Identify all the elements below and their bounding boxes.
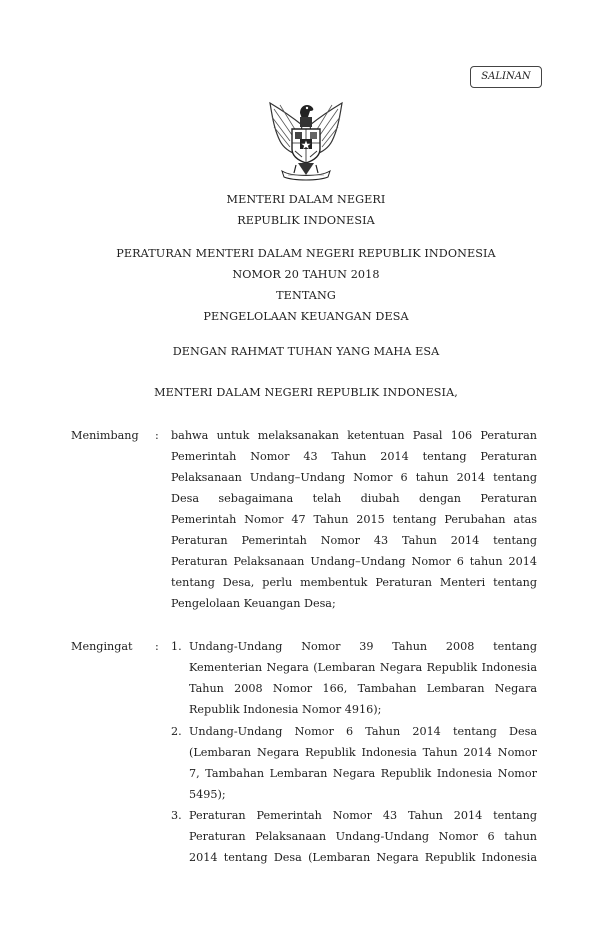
mengingat-item-1 xyxy=(189,636,537,720)
mengingat-label: Mengingat xyxy=(71,640,133,653)
regulation-subject: PENGELOLAAN KEUANGAN DESA xyxy=(203,310,409,323)
regulation-about: TENTANG xyxy=(276,289,336,302)
mengingat-item-2 xyxy=(189,721,537,805)
mengingat-line: Kementerian Negara (Lembaran Negara Republik Indonesia xyxy=(189,661,537,674)
menimbang-line: Peraturan Pelaksanaan Undang–Undang Nomor 6 tahun 2014 xyxy=(171,555,537,568)
menimbang-line: Pengelolaan Keuangan Desa; xyxy=(171,597,336,610)
mengingat-line: Tahun 2008 Nomor 166, Tambahan Lembaran Negara xyxy=(189,682,537,695)
mengingat-line: 5495); xyxy=(189,788,226,801)
menimbang-line: Pelaksanaan Undang–Undang Nomor 6 tahun 2014 tentang xyxy=(171,471,537,484)
mengingat-line: Undang-Undang Nomor 6 Tahun 2014 tentang Desa xyxy=(189,725,537,738)
garuda-emblem-icon xyxy=(262,95,350,187)
mengingat-item-3 xyxy=(189,805,537,868)
menimbang-text xyxy=(171,425,537,614)
menimbang-line: tentang Desa, perlu membentuk Peraturan Menteri tentang xyxy=(171,576,537,589)
menimbang-line: Pemerintah Nomor 43 Tahun 2014 tentang Peraturan xyxy=(171,450,537,463)
mengingat-line: 7, Tambahan Lembaran Negara Republik Indonesia Nomor xyxy=(189,767,537,780)
mengingat-line: Undang-Undang Nomor 39 Tahun 2008 tentang xyxy=(189,640,537,653)
invocation: DENGAN RAHMAT TUHAN YANG MAHA ESA xyxy=(172,345,440,358)
salinan-stamp: SALINAN xyxy=(470,66,542,88)
mengingat-item-1-number: 1. xyxy=(171,640,182,653)
menimbang-line: Peraturan Pemerintah Nomor 43 Tahun 2014 tentang xyxy=(171,534,537,547)
mengingat-line: 2014 tentang Desa (Lembaran Negara Republik Indonesia xyxy=(189,851,537,864)
institution-line-1: MENTERI DALAM NEGERI xyxy=(226,193,386,206)
regulation-title: PERATURAN MENTERI DALAM NEGERI REPUBLIK INDONESIA xyxy=(116,247,496,260)
mengingat-item-3-number: 3. xyxy=(171,809,182,822)
menimbang-line: Desa sebagaimana telah diubah dengan Peraturan xyxy=(171,492,537,505)
regulation-number: NOMOR 20 TAHUN 2018 xyxy=(232,268,380,281)
mengingat-line: Republik Indonesia Nomor 4916); xyxy=(189,703,382,716)
issuer: MENTERI DALAM NEGERI REPUBLIK INDONESIA, xyxy=(154,386,458,399)
menimbang-line: bahwa untuk melaksanakan ketentuan Pasal 106 Peraturan xyxy=(171,429,537,442)
mengingat-item-2-number: 2. xyxy=(171,725,182,738)
institution-line-2: REPUBLIK INDONESIA xyxy=(237,214,375,227)
menimbang-line: Pemerintah Nomor 47 Tahun 2015 tentang Perubahan atas xyxy=(171,513,537,526)
mengingat-line: (Lembaran Negara Republik Indonesia Tahun 2014 Nomor xyxy=(189,746,537,759)
mengingat-line: Peraturan Pelaksanaan Undang-Undang Nomor 6 tahun xyxy=(189,830,537,843)
menimbang-colon: : xyxy=(155,429,159,442)
mengingat-line: Peraturan Pemerintah Nomor 43 Tahun 2014 tentang xyxy=(189,809,537,822)
menimbang-label: Menimbang xyxy=(71,429,139,442)
mengingat-colon: : xyxy=(155,640,159,653)
